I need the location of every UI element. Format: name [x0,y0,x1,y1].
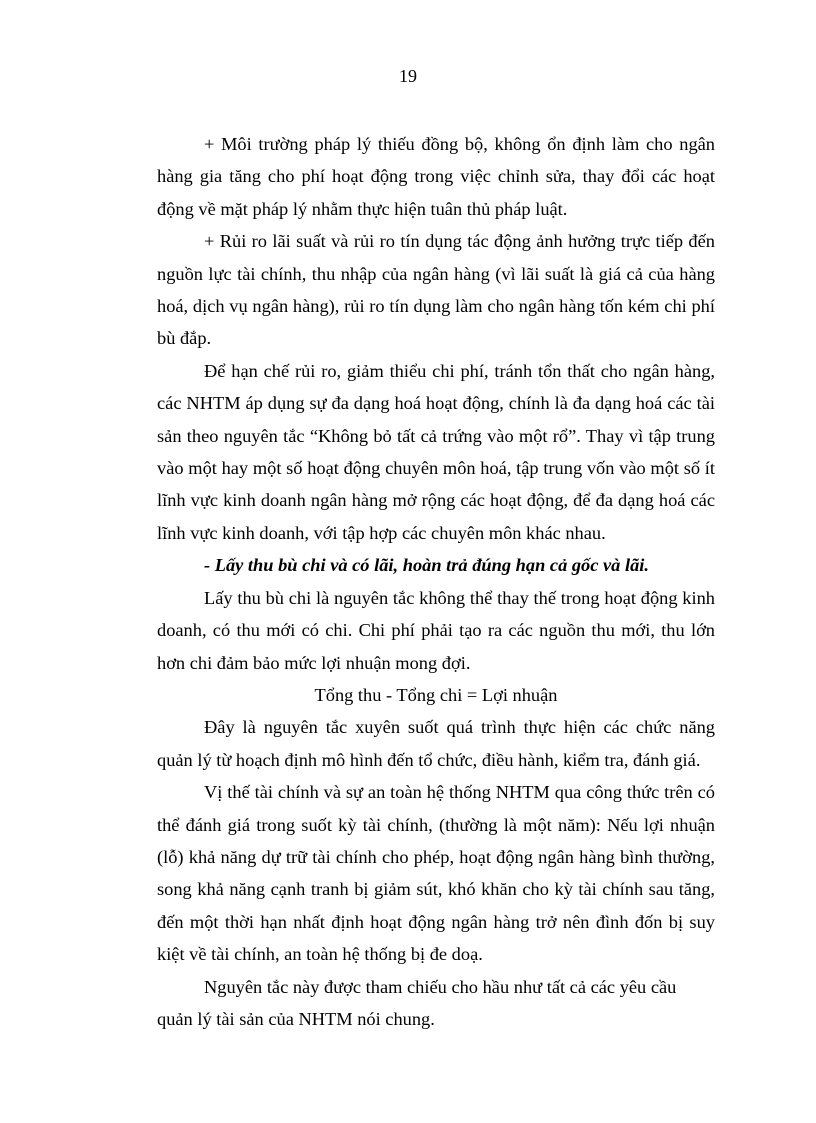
paragraph-financial-position: Vị thế tài chính và sự an toàn hệ thống NHTM qua công thức trên có thể đánh giá trong suốt kỳ tài chính, (thường là một năm): Nếu lợi nhuận (lỗ) khả năng dự trữ tài chính cho phép, hoạt động ngân hàng bình thường, song khả năng cạnh tranh bị giảm sút, khó khăn cho kỳ tài chính sau tăng, đến một thời hạn nhất định hoạt động ngân hàng trở nên đình đốn bị suy kiệt về tài chính, an toàn hệ thống bị đe doạ. [157,782,715,965]
section-heading-revenue-cost: - Lấy thu bù chi và có lãi, hoàn trả đúng hạn cả gốc và lãi. [204,555,649,576]
paragraph-revenue-cost-principle: Lấy thu bù chi là nguyên tắc không thể thay thế trong hoạt động kinh doanh, có thu mới có chi. Chi phí phải tạo ra các nguồn thu mới, thu lớn hơn chi đảm bảo mức lợi nhuận mong đợi. [157,587,715,673]
paragraph-interest-credit-risk: + Rủi ro lãi suất và rủi ro tín dụng tác động ảnh hưởng trực tiếp đến nguồn lực tài chính, thu nhập của ngân hàng (vì lãi suất là giá cả của hàng hoá, dịch vụ ngân hàng), rủi ro tín dụng làm cho ngân hàng tốn kém chi phí bù đắp. [157,231,715,349]
page-body [157,128,715,1035]
paragraph-diversification: Để hạn chế rủi ro, giảm thiểu chi phí, tránh tổn thất cho ngân hàng, các NHTM áp dụng sự đa dạng hoá hoạt động, chính là đa dạng hoá các tài sản theo nguyên tắc “Không bỏ tất cả trứng vào một rổ”. Thay vì tập trung vào một hay một số hoạt động chuyên môn hoá, tập trung vốn vào một số ít lĩnh vực kinh doanh ngân hàng mở rộng các hoạt động, để đa dạng hoá các lĩnh vực kinh doanh, với tập hợp các chuyên môn khác nhau. [157,360,715,543]
paragraph-management-principle: Đây là nguyên tắc xuyên suốt quá trình thực hiện các chức năng quản lý từ hoạch định mô hình đến tổ chức, điều hành, kiểm tra, đánh giá. [157,717,715,770]
paragraph-asset-management: Nguyên tắc này được tham chiếu cho hầu như tất cả các yêu cầu quản lý tài sản của NHTM nói chung. [157,976,677,1029]
page-number: 19 [399,66,417,86]
paragraph-legal-environment: + Môi trường pháp lý thiếu đồng bộ, không ổn định làm cho ngân hàng gia tăng cho phí hoạt động trong việc chỉnh sửa, thay đổi các hoạt động về mặt pháp lý nhằm thực hiện tuân thủ pháp luật. [157,134,715,219]
profit-formula: Tổng thu - Tổng chi = Lợi nhuận [314,684,558,705]
